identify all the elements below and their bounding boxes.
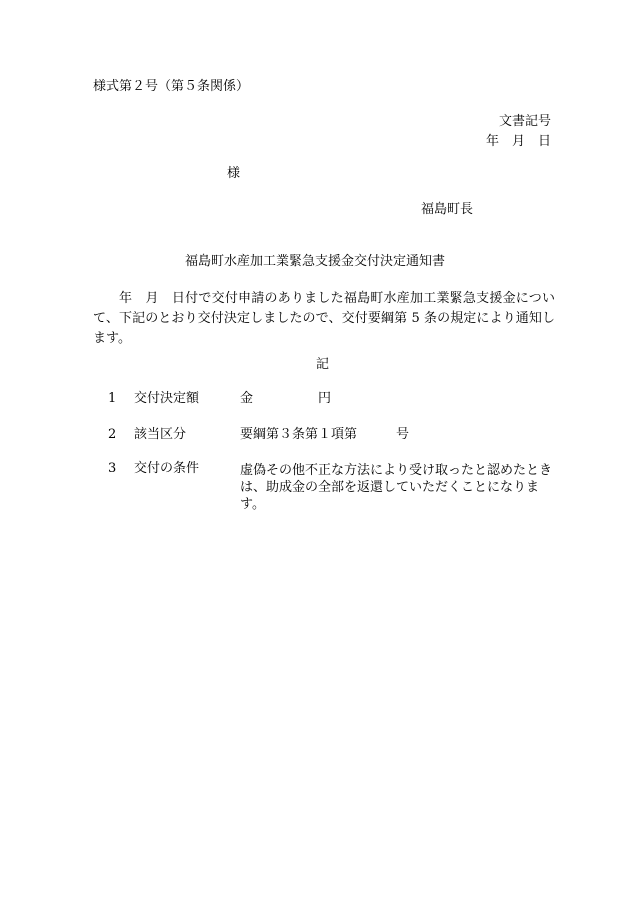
sender-name: 福島町長 — [420, 202, 473, 217]
item-number: 1 — [108, 391, 117, 406]
item-number: 3 — [108, 461, 117, 476]
addressee: 様 — [227, 166, 241, 181]
item-label: 該当区分 — [134, 427, 187, 442]
item-value: 虚偽その他不正な方法により受け取ったと認めたときは、助成金の全部を返還していただくことになります。 — [240, 463, 553, 512]
document-number-label: 文書記号 — [498, 114, 551, 129]
ki-heading: 記 — [316, 357, 330, 372]
form-number: 様式第２号（第５条関係） — [93, 79, 250, 94]
item-label: 交付決定額 — [134, 391, 200, 406]
item-label: 交付の条件 — [134, 461, 200, 476]
item-number: 2 — [108, 427, 117, 442]
item-value: 金 円 — [240, 391, 332, 406]
body-paragraph: 年 月 日付で交付申請のありました福島町水産加工業緊急支援金について、下記のとおり交付決定しましたので、交付要綱第 5 条の規定により通知します。 — [93, 291, 555, 346]
document-title: 福島町水産加工業緊急支援金交付決定通知書 — [184, 254, 445, 269]
document-date: 年 月 日 — [485, 134, 551, 149]
item-value: 要綱第３条第１項第 号 — [240, 427, 410, 442]
